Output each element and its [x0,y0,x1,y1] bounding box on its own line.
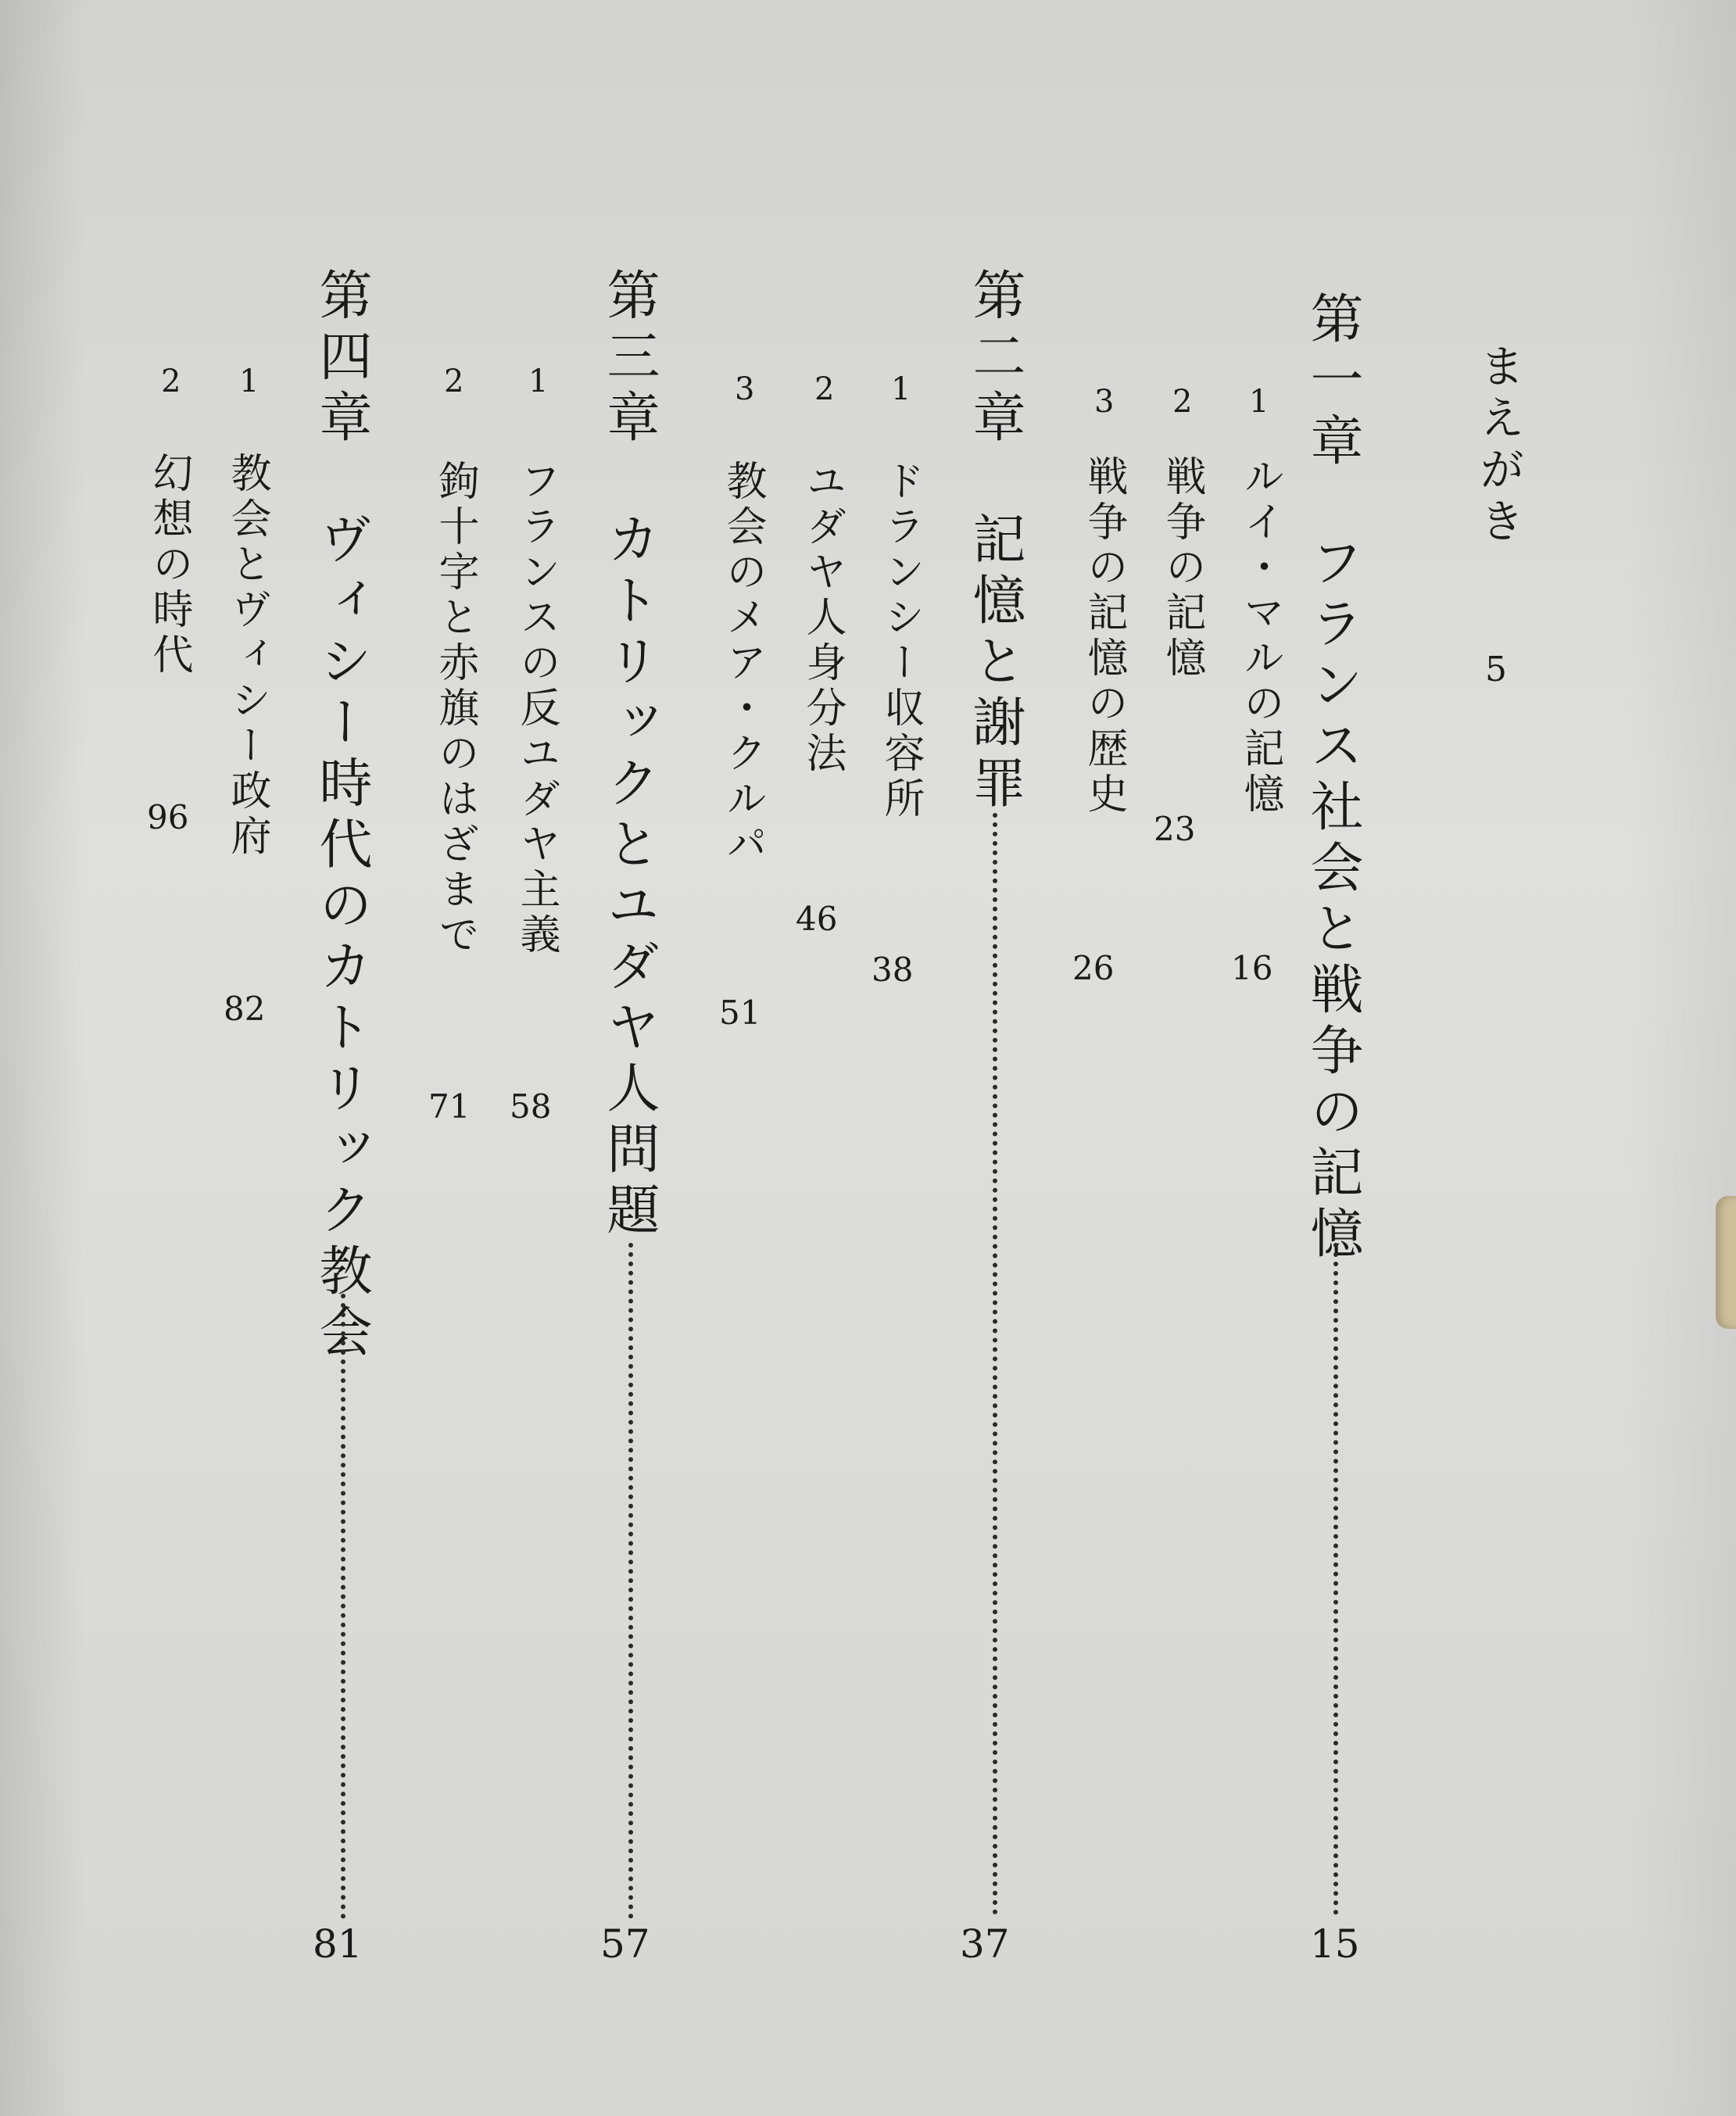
section-3-1-num: 1 [528,363,549,399]
chapter-3-title: 第三章 カトリックとユダヤ人問題 [598,267,660,1243]
section-3-2-num: 2 [444,363,464,399]
chapter-2-page: 37 [960,1921,1010,1967]
section-4-1-num: 1 [239,363,260,399]
section-4-2-page: 96 [147,798,189,836]
section-4-2-title: 幻想の時代 [145,452,192,678]
section-1-1-page: 16 [1231,949,1273,987]
section-2-2-num: 2 [814,371,835,407]
section-2-2-title: ユダヤ人身分法 [799,460,846,777]
section-3-2-title: 鉤十字と赤旗のはざまで [431,460,478,958]
section-2-3-page: 51 [719,994,761,1032]
section-1-2-page: 23 [1154,810,1196,848]
section-1-2-num: 2 [1172,384,1193,420]
preface-title: まえがき [1472,342,1525,549]
chapter-2-leader [993,813,997,1915]
chapter-1-leader [1333,1243,1338,1915]
chapter-2-title: 第二章 記憶と謝罪 [964,267,1025,816]
section-1-2-title: 戦争の記憶 [1158,455,1205,682]
section-1-3-num: 3 [1094,384,1115,420]
section-3-1-page: 58 [510,1087,552,1126]
section-3-2-page: 71 [428,1087,471,1126]
section-3-1-title: フランスの反ユダヤ主義 [513,460,560,958]
section-2-1-title: ドランシー収容所 [877,460,924,822]
section-2-2-page: 46 [796,900,838,938]
section-2-3-title: 教会のメア・クルパ [719,460,766,868]
chapter-3-leader [628,1243,633,1919]
section-2-3-num: 3 [735,371,755,407]
preface-page: 5 [1485,650,1507,689]
chapter-4-leader [341,1294,345,1919]
chapter-1-page: 15 [1310,1921,1360,1967]
section-4-1-title: 教会とヴィシー政府 [224,452,270,860]
section-1-1-title: ルイ・マルの記憶 [1237,455,1283,818]
chapter-4-title: 第四章 ヴィシー時代のカトリック教会 [310,267,372,1365]
chapter-3-page: 57 [600,1921,650,1967]
section-1-3-title: 戦争の記憶の歴史 [1080,455,1127,818]
section-4-2-num: 2 [161,363,181,399]
section-1-1-num: 1 [1249,384,1269,420]
section-1-3-page: 26 [1072,949,1115,987]
chapter-1-title: 第一章 フランス社会と戦争の記憶 [1301,291,1363,1266]
chapter-4-page: 81 [313,1921,363,1967]
section-2-1-page: 38 [872,951,914,989]
section-4-1-page: 82 [224,990,266,1028]
page-edge-notch [1716,1196,1736,1329]
section-2-1-num: 1 [891,371,911,407]
